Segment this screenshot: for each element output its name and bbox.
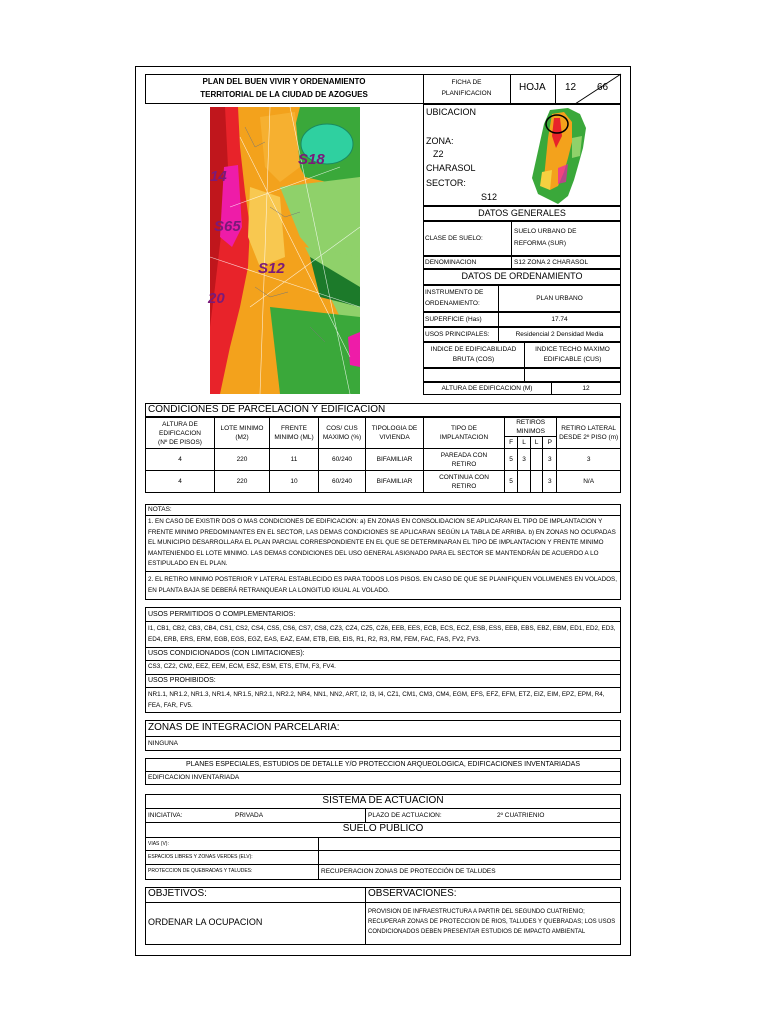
map-label-20: 20 — [208, 290, 225, 307]
map-label-s18: S18 — [298, 151, 325, 168]
cell-lote: 220 — [215, 471, 270, 493]
espacios-label: ESPACIOS LIBRES Y ZONAS VERDES (ELV): — [148, 854, 253, 860]
cell-cos: 60/240 — [319, 471, 366, 493]
header-title-line2: TERRITORIAL DE LA CIUDAD DE AZOGUES — [200, 90, 368, 99]
cell-retiro-f: 5 — [505, 449, 518, 471]
cell-retiro-f: 5 — [505, 471, 518, 493]
table-row — [146, 471, 621, 493]
nota-1: 1. EN CASO DE EXISTIR DOS O MAS CONDICIONES DE EDIFICACION: a) EN ZONAS EN CONSOLIDACION SE APLICARAN EL TIPO DE IMPLANTACION Y FRENTE MINIMO PREDOMINANTES EN EL SECTOR, LAS DEMAS CONDICIONES SE APLICARAN SEGÚN LA TABLA DE ARRIBA. b) EN ZONAS NO OCUPADAS EL MUNICIPIO DESARROLLARA EL PLAN PARCIAL CORRESPONDIENTE EN EL QUE SE DETERMINARAN EL TIPO DE IMPLANTACION Y FRENTE MINIMO MANTENIENDO EL LOTE MINIMO. LAS DEMAS CONDICIONES DEL USO GENERAL ASIGNADO PARA EL SECTOR SE MANTENDRÁN DE ACUERDO A LO ESTIPULADO EN EL PLAN. — [148, 518, 616, 567]
superficie-label: SUPERFICIE (Has) — [425, 316, 482, 323]
ubicacion-box — [423, 104, 621, 206]
col-retiro-f: F — [505, 437, 518, 449]
usos-prohibidos-list: NR1.1, NR1.2, NR1.3, NR1.4, NR1.5, NR2.1, NR2.2, NR4, NN1, NN2, ART, I2, I3, I4, CZ1, CM1, CM3, CM4, EGM, EFS, EFZ, EFM, ETZ, EIZ, EIM, EPZ, EPM, R4, FEA, FAR, FV5. — [148, 691, 605, 709]
sector-value: S12 — [481, 192, 498, 202]
cell-tipo-l1: CONTINUA CON — [439, 473, 489, 481]
col-tipo-l1: TIPO DE — [450, 425, 477, 432]
col-tipologia-l1: TIPOLOGIA DE — [371, 425, 418, 432]
hoja-number: 12 — [565, 82, 577, 93]
cus-label-line2: EDIFICABLE (CUS) — [543, 356, 602, 363]
cell-lateral: 3 — [557, 449, 621, 471]
ubicacion-title: UBICACION — [426, 107, 477, 117]
objetivos-title: OBJETIVOS: — [148, 888, 207, 899]
instrumento-value: PLAN URBANO — [536, 295, 583, 302]
observaciones-line2: RECUPERAR ZONAS DE PROTECCION DE RIOS, TALUDES Y QUEBRADAS; LOS USOS — [368, 919, 616, 925]
col-lateral-l2: DESDE 2º PISO (m) — [559, 434, 619, 441]
map-label-s12: S12 — [258, 260, 285, 277]
col-tipo-l2: IMPLANTACION — [439, 434, 489, 441]
location-minimap — [528, 108, 588, 204]
iniciativa-value: PRIVADA — [235, 812, 264, 819]
map-label-14: 14 — [210, 168, 227, 185]
ficha-label-line2: PLANIFICACION — [441, 90, 492, 97]
datos-ordenamiento-title: DATOS DE ORDENAMIENTO — [461, 271, 583, 281]
observaciones-line3: CONDICIONADOS DEBEN PRESENTAR ESTUDIOS DE IMPACTO AMBIENTAL — [368, 929, 586, 935]
planes-title: PLANES ESPECIALES, ESTUDIOS DE DETALLE Y/O PROTECCION ARQUEOLOGICA, EDIFICACIONES INVENTARIADAS — [185, 761, 581, 768]
cell-frente: 11 — [270, 449, 319, 471]
col-altura-l2: EDIFICACION — [159, 429, 201, 437]
altura-value: 12 — [582, 385, 590, 392]
denominacion-value: S12 ZONA 2 CHARASOL — [514, 259, 589, 266]
condiciones-title: CONDICIONES DE PARCELACION Y EDIFICACION — [148, 404, 386, 415]
clase-suelo-value-line1: SUELO URBANO DE — [514, 228, 577, 235]
cos-label-line2: BRUTA (COS) — [452, 356, 495, 363]
cell-frente: 10 — [270, 471, 319, 493]
col-retiros-l2: MINIMOS — [516, 428, 545, 435]
usos-principales-value: Residencial 2 Densidad Media — [515, 331, 604, 338]
cell-retiro-l2 — [530, 449, 543, 471]
usos-prohibidos-title: USOS PROHIBIDOS: — [148, 677, 216, 684]
condiciones-table — [145, 417, 621, 493]
datos-generales-title: DATOS GENERALES — [478, 208, 566, 218]
cell-tipo-l2: RETIRO — [451, 460, 477, 468]
map-label-s65: S65 — [214, 218, 241, 235]
cell-retiro-p: 3 — [543, 449, 557, 471]
cell-retiro-p: 3 — [543, 471, 557, 493]
usos-principales-label: USOS PRINCIPALES: — [425, 331, 490, 338]
nota-2: 2. EL RETIRO MINIMO POSTERIOR Y LATERAL ESTABLECIDO ES PARA TODOS LOS PISOS. EN CASO DE QUE SE PLANIFIQUEN VOLUMENES EN VOLADOS, EN PLANTA BAJA SE DEBERÁ RETRANQUEAR LA LONGITUD IGUAL AL VOLADO. — [148, 576, 618, 594]
integracion-value: NINGUNA — [148, 740, 178, 747]
zona-label: ZONA: — [426, 136, 454, 146]
clase-suelo-label: CLASE DE SUELO: — [425, 235, 483, 242]
col-cos-l2: MAXIMO (%) — [322, 434, 362, 441]
cell-tipo-l1: PAREADA CON — [440, 451, 488, 459]
instrumento-label-line2: ORDENAMIENTO: — [425, 300, 480, 307]
cell-lateral: N/A — [557, 471, 621, 493]
cell-lote: 220 — [215, 449, 270, 471]
observaciones-title: OBSERVACIONES: — [368, 888, 457, 899]
col-lote-l1: LOTE MINIMO — [220, 425, 264, 432]
col-retiro-l1: L — [518, 437, 531, 449]
col-cos-l1: COS/ CUS — [326, 425, 358, 432]
zoning-map — [210, 107, 360, 394]
hoja-divider-slash — [575, 74, 621, 104]
col-retiros-l1: RETIROS — [516, 419, 546, 426]
plazo-label: PLAZO DE ACTUACION: — [368, 812, 442, 819]
cell-tipologia: BIFAMILIAR — [366, 471, 424, 493]
cell-tipologia: BIFAMILIAR — [366, 449, 424, 471]
usos-permitidos-list: I1, CB1, CB2, CB3, CB4, CS1, CS2, CS4, CS5, CS6, CS7, CS8, CZ3, CZ4, CZ5, CZ6, EEB, EES, ECB, ECS, ECZ, ESB, ESS, EEB, EBS, EBZ, EBM, ED1, ED2, ED3, ED4, ERB, ERS, ERM, EGB, EGS, EGZ, EAS, EAZ, EAM, ETB, EIB, EIS, R1, R2, R3, RM, FEM, FAC, FAS, FV2, FV3. — [148, 625, 616, 643]
cell-altura: 4 — [146, 471, 215, 493]
cell-retiro-l2 — [530, 471, 543, 493]
clase-suelo-value-line2: REFORMA (SUR) — [514, 240, 566, 247]
integracion-title: ZONAS DE INTEGRACION PARCELARIA: — [148, 722, 340, 733]
vias-label: VIAS (V): — [148, 841, 169, 847]
col-retiro-l2: L — [530, 437, 543, 449]
ficha-label-line1: FICHA DE — [451, 79, 482, 86]
iniciativa-label: INICIATIVA: — [148, 812, 183, 819]
usos-permitidos-title: USOS PERMITIDOS O COMPLEMENTARIOS: — [148, 611, 296, 618]
cell-cos: 60/240 — [319, 449, 366, 471]
zoning-map-graphic — [210, 107, 360, 394]
proteccion-label: PROTECCION DE QUEBRADAS Y TALUDES: — [148, 868, 253, 874]
col-lote-l2: (M2) — [235, 434, 249, 441]
superficie-value: 17.74 — [551, 316, 568, 323]
indices-value-row — [423, 368, 621, 382]
zona-name: CHARASOL — [426, 163, 476, 173]
proteccion-value: RECUPERACION ZONAS DE PROTECCIÓN DE TALUDES — [321, 868, 496, 875]
cell-altura: 4 — [146, 449, 215, 471]
col-lateral-l1: RETIRO LATERAL — [561, 425, 617, 432]
planes-value: EDIFICACION INVENTARIADA — [148, 774, 240, 781]
header-title-line1: PLAN DEL BUEN VIVIR Y ORDENAMIENTO — [202, 77, 366, 86]
location-minimap-graphic — [528, 108, 588, 204]
col-altura-l3: (Nº DE PISOS) — [158, 438, 202, 446]
cell-tipo-l2: RETIRO — [451, 482, 477, 490]
suelo-publico-title: SUELO PUBLICO — [342, 823, 424, 834]
zona-value: Z2 — [433, 149, 444, 159]
table-row — [146, 449, 621, 471]
col-retiro-p: P — [543, 437, 557, 449]
cell-retiro-l1 — [518, 471, 531, 493]
cos-label-line1: INDICE DE EDIFICABILIDAD — [430, 346, 517, 353]
usos-condicionados-list: CS3, CZ2, CM2, EEZ, EEM, ECM, ESZ, ESM, ETS, ETM, F3, FV4. — [148, 663, 336, 670]
notas-title: NOTAS: — [148, 506, 172, 513]
observaciones-line1: PROVISION DE INFRAESTRUCTURA A PARTIR DEL SEGUNDO CUATRIENIO; — [368, 909, 585, 915]
hoja-total: 66 — [597, 82, 609, 93]
denominacion-label: DENOMINACION — [425, 259, 477, 266]
sector-label: SECTOR: — [426, 178, 466, 188]
col-frente-l2: MINIMO (ML) — [274, 434, 314, 441]
col-altura-l1: ALTURA DE — [162, 420, 198, 428]
col-frente-l1: FRENTE — [281, 425, 307, 432]
altura-label: ALTURA DE EDIFICACION (M) — [441, 385, 533, 392]
cus-label-line1: INDICE TECHO MAXIMO — [535, 346, 610, 353]
usos-condicionados-title: USOS CONDICIONADOS (CON LIMITACIONES): — [148, 650, 305, 657]
col-tipologia-l2: VIVIENDA — [379, 434, 410, 441]
cell-retiro-l1: 3 — [518, 449, 531, 471]
hoja-label: HOJA — [519, 82, 546, 93]
objetivos-value: ORDENAR LA OCUPACION — [148, 917, 263, 927]
sistema-title: SISTEMA DE ACTUACION — [322, 795, 444, 806]
plazo-value: 2º CUATRIENIO — [497, 812, 545, 819]
instrumento-label-line1: INSTRUMENTO DE — [425, 289, 484, 296]
